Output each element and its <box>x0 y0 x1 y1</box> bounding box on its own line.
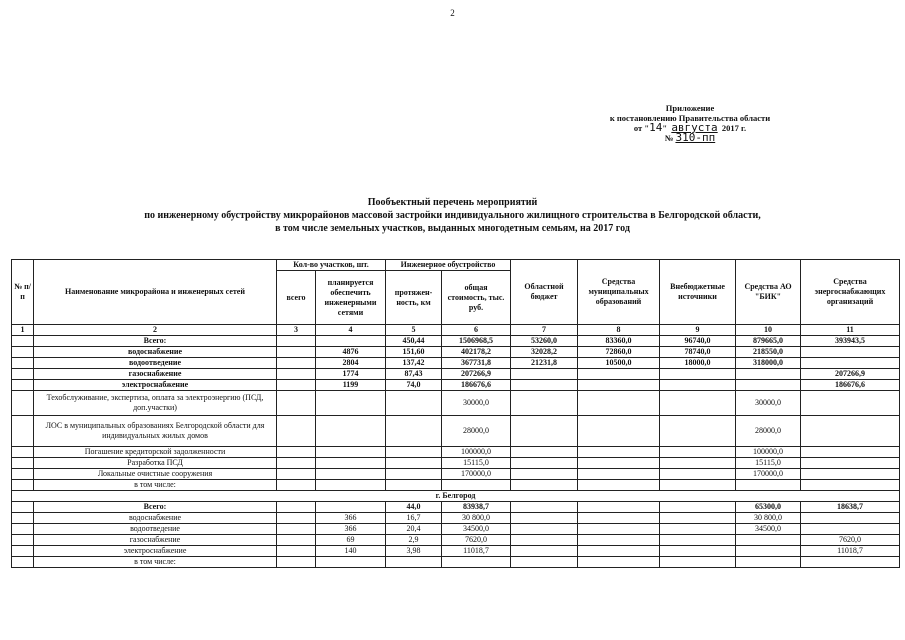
regional-cell <box>511 546 578 557</box>
plots-total-cell <box>277 391 316 416</box>
row-num-cell <box>12 347 34 358</box>
cost-cell <box>442 480 511 491</box>
title-line-1: Пообъектный перечень мероприятий <box>367 197 538 208</box>
date-day: 14 <box>649 121 663 134</box>
bik-cell <box>736 557 801 568</box>
plots-planned-cell: 366 <box>316 524 386 535</box>
cost-cell: 83938,7 <box>442 502 511 513</box>
bik-cell: 318000,0 <box>736 358 801 369</box>
length-cell: 20,4 <box>386 524 442 535</box>
plots-total-cell <box>277 447 316 458</box>
offbudget-cell <box>660 480 736 491</box>
regional-cell <box>511 369 578 380</box>
offbudget-cell <box>660 391 736 416</box>
table-row <box>12 546 900 557</box>
row-name-cell: Погашение кредиторской задолженности <box>34 447 277 458</box>
number-prefix: № <box>664 133 674 143</box>
row-num-cell <box>12 546 34 557</box>
row-name-cell: водоснабжение <box>34 347 277 358</box>
plots-planned-cell: 69 <box>316 535 386 546</box>
column-number-row <box>12 325 900 336</box>
energy-cell: 7620,0 <box>801 535 900 546</box>
plots-total-cell <box>277 557 316 568</box>
energy-cell <box>801 513 900 524</box>
row-name-cell: в том числе: <box>34 557 277 568</box>
page-number: 2 <box>450 8 455 18</box>
row-num-cell <box>12 513 34 524</box>
length-cell: 87,43 <box>386 369 442 380</box>
length-cell <box>386 557 442 568</box>
plots-planned-cell: 1199 <box>316 380 386 391</box>
header-length: протяжен-ность, км <box>386 271 442 325</box>
energy-cell <box>801 416 900 447</box>
regional-cell <box>511 480 578 491</box>
appendix-block <box>590 103 790 143</box>
municipal-cell <box>578 447 660 458</box>
cost-cell: 402178,2 <box>442 347 511 358</box>
plots-total-cell <box>277 546 316 557</box>
length-cell <box>386 416 442 447</box>
row-name-cell: Всего: <box>34 336 277 347</box>
row-name-cell: электроснабжение <box>34 546 277 557</box>
row-num-cell <box>12 380 34 391</box>
plots-total-cell <box>277 369 316 380</box>
plots-planned-cell <box>316 480 386 491</box>
municipal-cell <box>578 416 660 447</box>
regional-cell <box>511 380 578 391</box>
table-row <box>12 369 900 380</box>
length-cell <box>386 447 442 458</box>
plots-total-cell <box>277 480 316 491</box>
offbudget-cell <box>660 369 736 380</box>
offbudget-cell: 96740,0 <box>660 336 736 347</box>
cost-cell: 28000,0 <box>442 416 511 447</box>
header-bik: Средства АО "БИК" <box>736 260 801 325</box>
row-num-cell <box>12 447 34 458</box>
energy-cell <box>801 347 900 358</box>
cost-cell: 207266,9 <box>442 369 511 380</box>
cost-cell: 15115,0 <box>442 458 511 469</box>
regional-cell: 32028,2 <box>511 347 578 358</box>
length-cell: 74,0 <box>386 380 442 391</box>
offbudget-cell <box>660 546 736 557</box>
energy-cell <box>801 557 900 568</box>
row-name-cell: Всего: <box>34 502 277 513</box>
plots-planned-cell <box>316 557 386 568</box>
length-cell: 44,0 <box>386 502 442 513</box>
plots-planned-cell: 366 <box>316 513 386 524</box>
col-number: 10 <box>736 325 801 336</box>
plots-total-cell <box>277 336 316 347</box>
col-number: 6 <box>442 325 511 336</box>
plots-planned-cell <box>316 469 386 480</box>
municipal-cell: 83360,0 <box>578 336 660 347</box>
cost-cell: 11018,7 <box>442 546 511 557</box>
cost-cell: 367731,8 <box>442 358 511 369</box>
title-line-2: по инженерному обустройству микрорайонов массовой застройки индивидуального жилищного строительства в Белгородской области, <box>144 210 761 221</box>
municipal-cell <box>578 546 660 557</box>
bik-cell <box>736 546 801 557</box>
regional-cell <box>511 557 578 568</box>
offbudget-cell <box>660 557 736 568</box>
table-row <box>12 391 900 416</box>
bik-cell: 30000,0 <box>736 391 801 416</box>
header-num: № п/п <box>12 260 34 325</box>
cost-cell: 30 800,0 <box>442 513 511 524</box>
table-row <box>12 447 900 458</box>
regional-cell: 53260,0 <box>511 336 578 347</box>
regional-cell <box>511 391 578 416</box>
plots-total-cell <box>277 524 316 535</box>
row-num-cell <box>12 502 34 513</box>
plots-total-cell <box>277 380 316 391</box>
date-year: 2017 г. <box>721 123 747 133</box>
document-title <box>60 196 845 235</box>
header-energy: Средства энергоснабжающих организаций <box>801 260 900 325</box>
cost-cell: 30000,0 <box>442 391 511 416</box>
plots-total-cell <box>277 416 316 447</box>
table-row <box>12 535 900 546</box>
row-num-cell <box>12 358 34 369</box>
regional-cell <box>511 524 578 535</box>
regional-cell <box>511 458 578 469</box>
plots-planned-cell: 4876 <box>316 347 386 358</box>
row-name-cell: водоотведение <box>34 524 277 535</box>
row-name-cell: газоснабжение <box>34 369 277 380</box>
energy-cell <box>801 358 900 369</box>
offbudget-cell <box>660 513 736 524</box>
row-name-cell: Разработка ПСД <box>34 458 277 469</box>
length-cell <box>386 458 442 469</box>
municipal-cell <box>578 369 660 380</box>
bik-cell: 30 800,0 <box>736 513 801 524</box>
row-num-cell <box>12 369 34 380</box>
section-header-row <box>12 491 900 502</box>
row-num-cell <box>12 524 34 535</box>
header-municipal: Средства муниципальных образований <box>578 260 660 325</box>
energy-cell <box>801 458 900 469</box>
municipal-cell: 10500,0 <box>578 358 660 369</box>
title-line-3: в том числе земельных участков, выданных многодетным семьям, на 2017 год <box>275 223 630 234</box>
plots-planned-cell: 2804 <box>316 358 386 369</box>
header-cost: общая стоимость, тыс. руб. <box>442 271 511 325</box>
row-name-cell: в том числе: <box>34 480 277 491</box>
energy-cell: 186676,6 <box>801 380 900 391</box>
cost-cell: 170000,0 <box>442 469 511 480</box>
regional-cell <box>511 447 578 458</box>
energy-cell <box>801 480 900 491</box>
section-title: г. Белгород <box>12 491 900 502</box>
municipal-cell <box>578 480 660 491</box>
plots-total-cell <box>277 502 316 513</box>
cost-cell: 186676,6 <box>442 380 511 391</box>
date-prefix: от " <box>633 123 650 133</box>
regional-cell <box>511 502 578 513</box>
plots-total-cell <box>277 469 316 480</box>
header-offbudget: Внебюджетные источники <box>660 260 736 325</box>
cost-cell: 1506968,5 <box>442 336 511 347</box>
header-eng-group: Инженерное обустройство <box>386 260 511 271</box>
header-plots-group: Кол-во участков, шт. <box>277 260 386 271</box>
plots-total-cell <box>277 458 316 469</box>
energy-cell: 11018,7 <box>801 546 900 557</box>
plots-planned-cell <box>316 458 386 469</box>
length-cell: 151,60 <box>386 347 442 358</box>
table-row <box>12 502 900 513</box>
plots-total-cell <box>277 535 316 546</box>
table-row <box>12 557 900 568</box>
bik-cell <box>736 480 801 491</box>
col-number: 4 <box>316 325 386 336</box>
cost-cell: 100000,0 <box>442 447 511 458</box>
energy-cell: 393943,5 <box>801 336 900 347</box>
municipal-cell <box>578 535 660 546</box>
plots-planned-cell: 140 <box>316 546 386 557</box>
bik-cell <box>736 369 801 380</box>
energy-cell <box>801 524 900 535</box>
energy-cell: 207266,9 <box>801 369 900 380</box>
offbudget-cell <box>660 535 736 546</box>
plots-planned-cell <box>316 391 386 416</box>
energy-cell <box>801 447 900 458</box>
offbudget-cell <box>660 416 736 447</box>
municipal-cell <box>578 524 660 535</box>
offbudget-cell <box>660 502 736 513</box>
plots-planned-cell <box>316 502 386 513</box>
municipal-cell <box>578 458 660 469</box>
length-cell: 450,44 <box>386 336 442 347</box>
row-name-cell: ЛОС в муниципальных образованиях Белгородской области для индивидуальных жилых домов <box>34 416 277 447</box>
cost-cell <box>442 557 511 568</box>
row-num-cell <box>12 458 34 469</box>
date-mid: " <box>662 123 668 133</box>
row-name-cell: Локальные очистные сооружения <box>34 469 277 480</box>
table-row <box>12 347 900 358</box>
municipal-cell <box>578 391 660 416</box>
row-num-cell <box>12 336 34 347</box>
row-name-cell: электроснабжение <box>34 380 277 391</box>
row-num-cell <box>12 469 34 480</box>
table-row <box>12 480 900 491</box>
regional-cell <box>511 469 578 480</box>
col-number: 1 <box>12 325 34 336</box>
header-regional: Областной бюджет <box>511 260 578 325</box>
table-row <box>12 416 900 447</box>
energy-cell <box>801 469 900 480</box>
cost-cell: 7620,0 <box>442 535 511 546</box>
appendix-number <box>590 133 790 143</box>
col-number: 2 <box>34 325 277 336</box>
bik-cell: 170000,0 <box>736 469 801 480</box>
row-num-cell <box>12 557 34 568</box>
plots-planned-cell <box>316 336 386 347</box>
length-cell: 2,9 <box>386 535 442 546</box>
row-name-cell: водоснабжение <box>34 513 277 524</box>
date-month: августа <box>671 121 718 134</box>
col-number: 3 <box>277 325 316 336</box>
plots-total-cell <box>277 358 316 369</box>
length-cell <box>386 391 442 416</box>
row-name-cell: газоснабжение <box>34 535 277 546</box>
regional-cell: 21231,8 <box>511 358 578 369</box>
energy-cell <box>801 391 900 416</box>
table-row <box>12 513 900 524</box>
plots-total-cell <box>277 347 316 358</box>
col-number: 8 <box>578 325 660 336</box>
length-cell: 16,7 <box>386 513 442 524</box>
table-row <box>12 469 900 480</box>
row-num-cell <box>12 480 34 491</box>
appendix-reference: к постановлению Правительства области <box>609 113 771 123</box>
bik-cell: 15115,0 <box>736 458 801 469</box>
offbudget-cell <box>660 447 736 458</box>
row-num-cell <box>12 416 34 447</box>
table-row <box>12 524 900 535</box>
length-cell: 3,98 <box>386 546 442 557</box>
row-num-cell <box>12 391 34 416</box>
row-num-cell <box>12 535 34 546</box>
bik-cell: 65300,0 <box>736 502 801 513</box>
bik-cell <box>736 380 801 391</box>
regional-cell <box>511 416 578 447</box>
municipal-cell <box>578 513 660 524</box>
col-number: 5 <box>386 325 442 336</box>
municipal-cell <box>578 380 660 391</box>
table-row <box>12 380 900 391</box>
plots-planned-cell <box>316 447 386 458</box>
table-row <box>12 458 900 469</box>
header-plots-total: всего <box>277 271 316 325</box>
cost-cell: 34500,0 <box>442 524 511 535</box>
municipal-cell: 72860,0 <box>578 347 660 358</box>
bik-cell: 879665,0 <box>736 336 801 347</box>
offbudget-cell <box>660 458 736 469</box>
header-name: Наименование микрорайона и инженерных сетей <box>34 260 277 325</box>
bik-cell: 100000,0 <box>736 447 801 458</box>
col-number: 11 <box>801 325 900 336</box>
offbudget-cell <box>660 469 736 480</box>
table-row <box>12 336 900 347</box>
bik-cell <box>736 535 801 546</box>
col-number: 9 <box>660 325 736 336</box>
plots-total-cell <box>277 513 316 524</box>
plots-planned-cell <box>316 416 386 447</box>
municipal-cell <box>578 502 660 513</box>
number-value: 310-пп <box>675 131 716 144</box>
municipal-cell <box>578 469 660 480</box>
plots-planned-cell: 1774 <box>316 369 386 380</box>
bik-cell: 34500,0 <box>736 524 801 535</box>
length-cell <box>386 480 442 491</box>
header-plots-planned: планируется обеспечить инженерными сетями <box>316 271 386 325</box>
measures-table <box>11 259 900 568</box>
row-name-cell: водоотведение <box>34 358 277 369</box>
length-cell: 137,42 <box>386 358 442 369</box>
offbudget-cell: 78740,0 <box>660 347 736 358</box>
municipal-cell <box>578 557 660 568</box>
offbudget-cell <box>660 524 736 535</box>
row-name-cell: Техобслуживание, экспертиза, оплата за электроэнергию (ПСД, доп.участки) <box>34 391 277 416</box>
regional-cell <box>511 535 578 546</box>
bik-cell: 28000,0 <box>736 416 801 447</box>
regional-cell <box>511 513 578 524</box>
energy-cell: 18638,7 <box>801 502 900 513</box>
offbudget-cell <box>660 380 736 391</box>
length-cell <box>386 469 442 480</box>
col-number: 7 <box>511 325 578 336</box>
table-row <box>12 358 900 369</box>
bik-cell: 218550,0 <box>736 347 801 358</box>
appendix-title: Приложение <box>665 103 715 113</box>
offbudget-cell: 18000,0 <box>660 358 736 369</box>
